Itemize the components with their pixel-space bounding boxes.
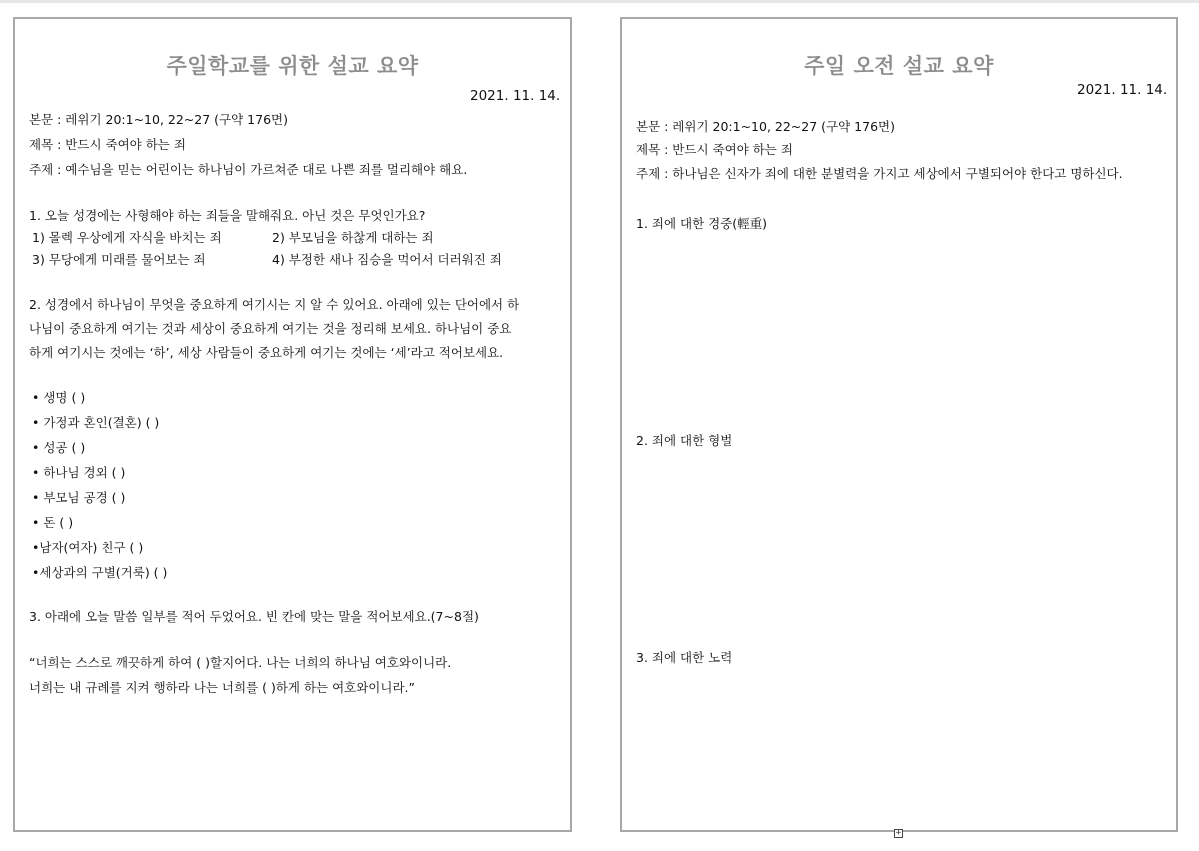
page-title: 주일 오전 설교 요약 [804,54,994,78]
sermon-title: 제목 : 반드시 죽여야 하는 죄 [29,137,186,152]
q1-option-3: 3) 무당에게 미래를 물어보는 죄 [32,252,206,267]
date: 2021. 11. 14. [1077,82,1168,98]
list-item-life: • 생명 ( ) [32,390,86,405]
page-children-summary [13,17,572,832]
list-item-money: • 돈 ( ) [32,515,74,530]
list-item-holiness: •세상과의 구별(거룩) ( ) [32,565,168,580]
verse-line-2: 너희는 내 규례를 지켜 행하라 나는 너희를 ( )하게 하는 여호와이니라.” [29,680,415,695]
list-item-fear-god: • 하나님 경외 ( ) [32,465,126,480]
question-3: 3. 아래에 오늘 말씀 일부를 적어 두었어요. 빈 칸에 맞는 말을 적어보세요.(7~8절) [29,609,479,624]
q1-option-4: 4) 부정한 새나 짐승을 먹어서 더러워진 죄 [272,252,502,267]
question-1: 1. 오늘 성경에는 사형해야 하는 죄들을 말해줘요. 아닌 것은 무엇인가요? [29,208,426,223]
section-3-heading: 3. 죄에 대한 노력 [636,650,733,665]
question-2-line-3: 하게 여기시는 것에는 ‘하’, 세상 사람들이 중요하게 여기는 것에는 ‘세’라고 적어보세요. [29,345,504,360]
passage: 본문 : 레위기 20:1~10, 22~27 (구약 176면) [636,119,895,134]
theme: 주제 : 예수님을 믿는 어린이는 하나님이 가르쳐준 대로 나쁜 죄를 멀리해야 해요. [29,162,468,177]
date: 2021. 11. 14. [470,88,561,104]
theme: 주제 : 하나님은 신자가 죄에 대한 분별력을 가지고 세상에서 구별되어야 한다고 명하신다. [636,166,1123,181]
sermon-title: 제목 : 반드시 죽여야 하는 죄 [636,142,793,157]
page-title: 주일학교를 위한 설교 요약 [166,54,419,78]
list-item-success: • 성공 ( ) [32,440,86,455]
verse-line-1: “너희는 스스로 깨끗하게 하여 ( )할지어다. 나는 너희의 하나님 여호와이니라. [29,655,452,670]
section-2-heading: 2. 죄에 대한 형벌 [636,433,733,448]
list-item-honor-parents: • 부모님 공경 ( ) [32,490,126,505]
section-1-heading: 1. 죄에 대한 경중(輕重) [636,216,768,231]
question-2-line-2: 나님이 중요하게 여기는 것과 세상이 중요하게 여기는 것을 정리해 보세요. 하나님이 중요 [29,321,512,336]
list-item-boyfriend-girlfriend: •남자(여자) 친구 ( ) [32,540,144,555]
q1-option-2: 2) 부모님을 하찮게 대하는 죄 [272,230,434,245]
q1-option-1: 1) 몰렉 우상에게 자식을 바치는 죄 [32,230,222,245]
page-resize-handle-icon[interactable]: + [895,828,902,838]
top-divider [0,0,1199,3]
list-item-family-marriage: • 가정과 혼인(결혼) ( ) [32,415,160,430]
question-2-line-1: 2. 성경에서 하나님이 무엇을 중요하게 여기시는 지 알 수 있어요. 아래에 있는 단어에서 하 [29,297,520,312]
page-morning-summary [620,17,1178,832]
passage: 본문 : 레위기 20:1~10, 22~27 (구약 176면) [29,112,288,127]
